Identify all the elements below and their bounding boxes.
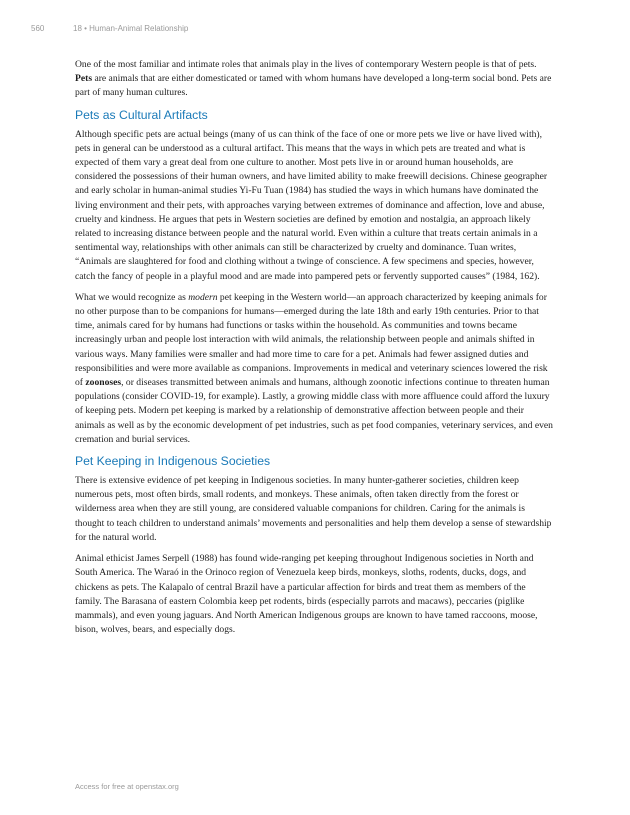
page-header [31, 24, 590, 33]
para2-text-a: What we would recognize as [75, 291, 189, 303]
para2-text-c: , or diseases transmitted between animals and humans, although zoonotic infections continue to threaten human populations (consider COVID-19, for example). Lastly, a growing middle class with more affluence could afford the luxury of keeping pets. Modern pet keeping is marked by a relationship of demonstrative affection between people and their animals as well as by the economic development of pet industries, such as pet food companies, veterinary services, and even cremation and burial services. [75, 377, 553, 445]
key-term-pets: Pets [75, 73, 93, 85]
section-heading-cultural-artifacts: Pets as Cultural Artifacts [75, 107, 208, 122]
section1-paragraph-2 [75, 291, 553, 447]
intro-paragraph [75, 58, 553, 101]
section2-paragraph-2: Animal ethicist James Serpell (1988) has found wide-ranging pet keeping throughout Indigenous societies in North and South America. The Waraó in the Orinoco region of Venezuela keep birds, monkeys, sloths, rodents, ducks, dogs, and chickens as pets. The Kalapalo of central Brazil have a particular affection for birds and treat them as members of the family. The Barasana of eastern Colombia keep pet rodents, birds (especially parrots and macaws), peccaries (piglike mammals), and even young jaguars. And North American Indigenous groups are known to have tamed raccoons, moose, bison, wolves, bears, and especially dogs. [75, 553, 538, 636]
para2-text-b: pet keeping in the Western world—an approach characterized by keeping animals for no other purpose than to be companions for humans—emerged during the late 18th and early 19th centuries. Prior to that time, animals cared for by humans had functions or tasks within the household. As communities and towns became increasingly urban and people lost interaction with wild animals, the relationship between people and animals shifted in various ways. Many families were smaller and had more time to care for a pet. Animals had fewer assigned duties and responsibilities and were more available as companions. Improvements in medical and veterinary sciences lowered the risk of [75, 291, 548, 389]
emphasis-modern: modern [188, 291, 218, 303]
page-number: 560 [31, 24, 45, 33]
intro-text-end: are animals that are either domesticated or tamed with whom humans have developed a long-term social bond. Pets are part of many human cultures. [75, 73, 552, 99]
page-content [75, 58, 553, 644]
section-heading-indigenous-societies: Pet Keeping in Indigenous Societies [75, 454, 271, 469]
section1-paragraph-1: Although specific pets are actual beings (many of us can think of the face of one or more pets we live or have lived with), pets in general can be understood as a cultural artifact. This means that the ways in which pets are treated and what is expected of them vary a great deal from one culture to another. Most pets live in or around human households, are considered the possessions of their human owners, and have limited ability to make freewill decisions. Chinese geographer and early scholar in human-animal studies Yi-Fu Tuan (1984) has studied the ways in which humans have dominated the living environment and their pets, with approaches varying between extremes of dominance and affection, love and abuse, cruelty and kindness. He argues that pets in Western societies are defined by emotion and nostalgia, an approach likely related to increasing distance between people and the natural world. Even within a culture that treats certain animals in a sentimental way, relationships with other animals can still be characterized by cruelty and dominance. Tuan writes, “Animals are slaughtered for food and clothing without a twinge of conscience. A few specimens and species, however, catch the fancy of people in a playful mood and are made into pampered pets or fervently supported causes” (1984, 162). [75, 128, 548, 282]
page-footer: Access for free at openstax.org [75, 782, 179, 791]
section2-paragraph-1: There is extensive evidence of pet keeping in Indigenous societies. In many hunter-gatherer societies, children keep numerous pets, most often birds, small rodents, and monkeys. These animals, often taken directly from the forest or wilderness area when they are still young, are considered valuable companions for children. Caring for the animals is thought to teach children to understand animals’ movements and personalities and help them develop a sense of stewardship for the natural world. [75, 475, 552, 543]
intro-text-start: One of the most familiar and intimate roles that animals play in the lives of contemporary Western people is that of pets. [75, 59, 537, 70]
chapter-title: 18 • Human-Animal Relationship [73, 24, 189, 33]
key-term-zoonoses: zoonoses [85, 377, 122, 389]
